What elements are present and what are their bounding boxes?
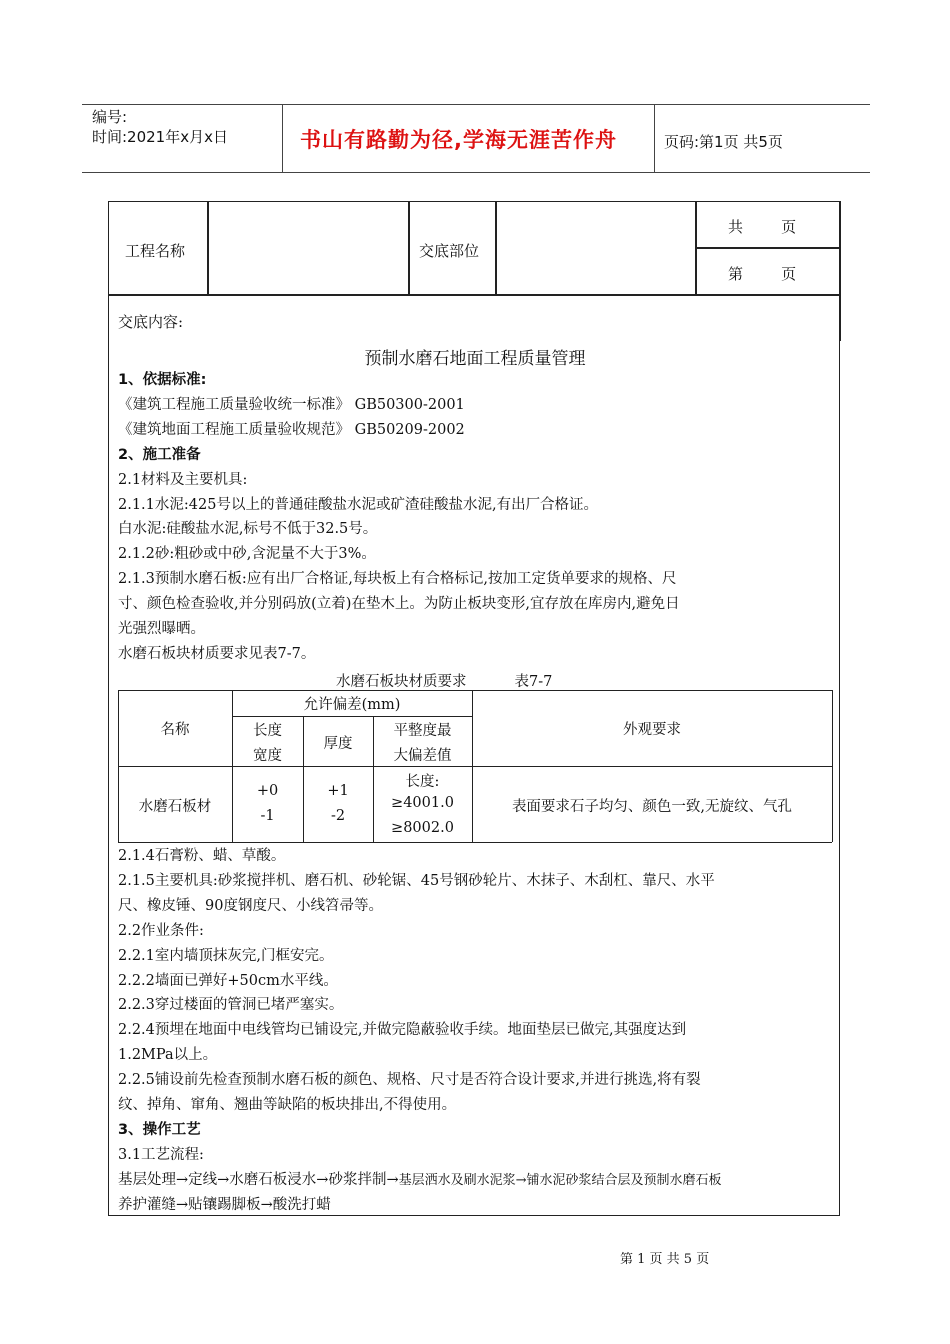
section-heading: 3、操作工艺 <box>118 1121 201 1138</box>
body-line: 水磨石板块材质要求见表7-7。 <box>118 645 316 662</box>
flatness-1: 长度: <box>405 774 440 790</box>
header-top-rule <box>82 104 870 105</box>
content-label: 交底内容: <box>118 313 184 331</box>
table-rule <box>832 690 833 842</box>
body-line: 2.1.4石膏粉、蜡、草酸。 <box>118 848 286 864</box>
header-bottom-rule <box>82 172 870 173</box>
page-footer: 第 1 页 共 5 页 <box>620 1252 710 1267</box>
process-flow-line-1 <box>118 1170 722 1191</box>
body-line: 2.1.2砂:粗砂或中砂,含泥量不大于3%。 <box>118 546 376 563</box>
table-rule <box>118 690 832 691</box>
handover-part-label: 交底部位 <box>419 242 480 260</box>
table-rule <box>472 690 473 842</box>
motto: 书山有路勤为径,学海无涯苦作舟 <box>300 128 617 152</box>
table-rule <box>232 716 472 717</box>
body-line: 2.1材料及主要机具: <box>118 471 248 488</box>
body-line: 2.1.1水泥:425号以上的普通硅酸盐水泥或矿渣硅酸盐水泥,有出厂合格证。 <box>118 496 599 513</box>
body-line: 2.2.5铺设前先检查预制水磨石板的颜色、规格、尺寸是否符合设计要求,并进行挑选,将有裂 <box>118 1072 701 1089</box>
header-divider-left <box>282 104 283 172</box>
body-line: 2.2.2墙面已弹好+50cm水平线。 <box>118 972 338 989</box>
header-flatness-2: 大偏差值 <box>393 748 452 764</box>
body-line: 2.1.5主要机具:砂浆搅拌机、磨石机、砂轮锯、45号钢砂轮片、木抹子、木刮杠、靠尺、水平 <box>118 872 715 889</box>
section-heading: 2、施工准备 <box>118 446 201 463</box>
body-line: 寸、颜色检查验收,并分别码放(立着)在垫木上。为防止板块变形,宜存放在库房内,避免日 <box>118 596 680 613</box>
total-pages-label: 共 页 <box>728 218 797 236</box>
body-line: 白水泥:硅酸盐水泥,标号不低于32.5号。 <box>118 521 378 538</box>
form-divider <box>408 201 410 295</box>
form-divider <box>695 247 840 249</box>
body-line: 2.2.3穿过楼面的管洞已堵严塞实。 <box>118 997 344 1014</box>
header-name: 名称 <box>160 722 190 738</box>
body-line: 2.1.3预制水磨石板:应有出厂合格证,每块板上有合格标记,按加工定货单要求的规格、尺 <box>118 571 677 588</box>
header-length: 长度 <box>253 723 282 739</box>
header-tolerance: 允许偏差(mm) <box>303 697 401 713</box>
header-divider-right <box>654 104 655 172</box>
table-rule <box>118 766 832 767</box>
table-caption-number: 表7-7 <box>514 674 553 690</box>
time-label: 时间:2021年x月x日 <box>92 128 228 146</box>
number-label: 编号: <box>92 108 128 126</box>
flatness-3: ≥8002.0 <box>391 820 454 836</box>
table-caption-title: 水磨石板块材质要求 <box>336 674 467 690</box>
form-divider <box>108 294 840 296</box>
flatness-2: ≥4001.0 <box>391 795 454 811</box>
body-line: 3.1工艺流程: <box>118 1146 204 1163</box>
body-line: 2.2作业条件: <box>118 922 204 939</box>
appearance-text: 表面要求石子均匀、颜色一致,无旋纹、气孔 <box>511 799 793 815</box>
page-no-label: 第 页 <box>728 265 797 283</box>
form-divider <box>839 201 841 341</box>
thickness-minus: -2 <box>330 808 346 824</box>
body-line: 尺、橡皮锤、90度钢度尺、小线笤帚等。 <box>118 897 383 914</box>
body-line: 纹、掉角、窜角、翘曲等缺陷的板块排出,不得使用。 <box>118 1097 457 1113</box>
process-flow-line-2: 养护灌缝→贴镶踢脚板→酸洗打蜡 <box>118 1197 331 1213</box>
length-plus: +0 <box>256 783 279 799</box>
header-flatness-1: 平整度最 <box>393 723 452 739</box>
body-line: 《建筑工程施工质量验收统一标准》 GB50300-2001 <box>118 396 465 413</box>
page-label: 页码:第1页 共5页 <box>664 133 783 151</box>
document-title: 预制水磨石地面工程质量管理 <box>364 349 586 369</box>
thickness-plus: +1 <box>327 783 349 799</box>
row-name: 水磨石板材 <box>138 799 212 815</box>
body-line: 2.2.4预埋在地面中电线管均已铺设完,并做完隐蔽验收手续。地面垫层已做完,其强度达到 <box>118 1022 687 1039</box>
form-divider <box>495 201 497 295</box>
form-divider <box>207 201 209 295</box>
length-minus: -1 <box>260 808 275 824</box>
table-rule <box>118 690 119 842</box>
body-line: 光强烈曝晒。 <box>118 621 205 637</box>
header-width: 宽度 <box>253 748 282 764</box>
process-flow-a: 基层处理→定线→水磨石板浸水→砂浆拌制→ <box>118 1172 399 1188</box>
body-line: 2.2.1室内墙顶抹灰完,门框安完。 <box>118 947 334 964</box>
project-name-label: 工程名称 <box>125 242 186 260</box>
section-heading: 1、依据标准: <box>118 372 207 388</box>
process-flow-b: 基层洒水及刷水泥浆→铺水泥砂浆结合层及预制水磨石板 <box>398 1173 722 1188</box>
header-appearance: 外观要求 <box>623 722 681 738</box>
header-thickness: 厚度 <box>323 736 353 752</box>
table-caption <box>336 670 552 691</box>
table-rule <box>118 842 832 843</box>
body-line: 1.2MPa以上。 <box>118 1047 218 1064</box>
body-line: 《建筑地面工程施工质量验收规范》 GB50209-2002 <box>118 421 465 438</box>
